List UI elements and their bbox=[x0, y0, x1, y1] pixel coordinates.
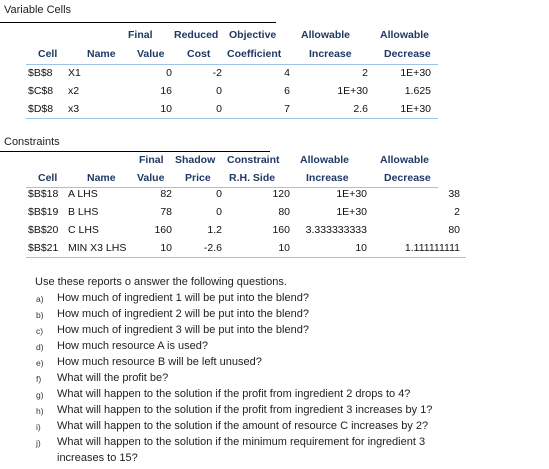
ct-name: C LHS bbox=[68, 224, 99, 236]
ct-shadow-price: 0 bbox=[216, 206, 222, 218]
question-text: What will the profit be? bbox=[57, 372, 169, 384]
question-text-continuation: increases to 15? bbox=[57, 452, 138, 464]
vc-header-reduced: Reduced bbox=[174, 29, 219, 41]
vc-header-objective: Objective bbox=[229, 29, 277, 41]
vc-header-allowable-inc: Allowable bbox=[301, 29, 351, 41]
question-label: j) bbox=[36, 438, 41, 448]
ct-header-shadow: Shadow bbox=[175, 154, 216, 166]
ct-cell: $B$21 bbox=[28, 242, 59, 254]
ct-rhs: 10 bbox=[278, 242, 290, 254]
ct-header-allowable-inc: Allowable bbox=[300, 154, 350, 166]
vc-header-coefficient: Coefficient bbox=[227, 48, 282, 60]
ct-allowable-dec: 2 bbox=[454, 206, 460, 218]
question-text: What will happen to the solution if the amount of resource C increases by 2? bbox=[57, 420, 429, 432]
vc-reduced-cost: 0 bbox=[216, 85, 222, 97]
ct-header-cell: Cell bbox=[38, 172, 58, 184]
question-label: a) bbox=[36, 294, 44, 304]
vc-header-cell: Cell bbox=[38, 48, 58, 60]
vc-allowable-inc: 1E+30 bbox=[337, 85, 368, 97]
ct-header-value: Value bbox=[137, 172, 165, 184]
question-text: How much of ingredient 1 will be put into the blend? bbox=[57, 292, 309, 304]
ct-cell: $B$19 bbox=[28, 206, 59, 218]
question-label: f) bbox=[36, 374, 42, 384]
ct-rhs: 160 bbox=[272, 224, 290, 236]
question-label: h) bbox=[36, 406, 44, 416]
ct-header-constraint: Constraint bbox=[227, 154, 280, 166]
ct-header-increase: Increase bbox=[306, 172, 349, 184]
vc-header-final: Final bbox=[128, 29, 153, 41]
vc-objective-coef: 4 bbox=[284, 67, 290, 79]
constraints-title: Constraints bbox=[4, 136, 60, 148]
ct-shadow-price: 1.2 bbox=[207, 224, 222, 236]
ct-cell: $B$20 bbox=[28, 224, 59, 236]
ct-cell: $B$18 bbox=[28, 188, 59, 200]
variable-cells-title-rule bbox=[0, 22, 276, 23]
vc-cell: $C$8 bbox=[28, 85, 54, 97]
question-text: What will happen to the solution if the profit from ingredient 3 increases by 1? bbox=[57, 404, 433, 416]
vc-header-cost: Cost bbox=[187, 48, 211, 60]
vc-allowable-dec: 1E+30 bbox=[400, 103, 431, 115]
vc-header-allowable-dec: Allowable bbox=[380, 29, 430, 41]
ct-shadow-price: 0 bbox=[216, 188, 222, 200]
ct-allowable-dec: 38 bbox=[448, 188, 460, 200]
vc-header-name: Name bbox=[87, 48, 116, 60]
question-text: What will happen to the solution if the minimum requirement for ingredient 3 bbox=[57, 436, 426, 448]
ct-allowable-inc: 1E+30 bbox=[336, 206, 367, 218]
ct-name: MIN X3 LHS bbox=[68, 242, 127, 254]
vc-final-value: 16 bbox=[160, 85, 172, 97]
questions-intro: Use these reports o answer the following questions. bbox=[35, 276, 287, 288]
question-label: g) bbox=[36, 390, 44, 400]
ct-allowable-inc: 1E+30 bbox=[336, 188, 367, 200]
question-text: How much of ingredient 2 will be put into the blend? bbox=[57, 308, 309, 320]
ct-allowable-dec: 80 bbox=[448, 224, 460, 236]
ct-header-decrease: Decrease bbox=[384, 172, 431, 184]
question-label: e) bbox=[36, 358, 44, 368]
ct-rhs: 120 bbox=[272, 188, 290, 200]
question-label: d) bbox=[36, 342, 44, 352]
ct-header-rhs: R.H. Side bbox=[229, 172, 276, 184]
vc-header-increase: Increase bbox=[309, 48, 352, 60]
ct-header-final: Final bbox=[139, 154, 164, 166]
vc-allowable-dec: 1E+30 bbox=[400, 67, 431, 79]
ct-header-price: Price bbox=[185, 172, 211, 184]
question-text: How much of ingredient 3 will be put into the blend? bbox=[57, 324, 309, 336]
question-text: What will happen to the solution if the profit from ingredient 2 drops to 4? bbox=[57, 388, 411, 400]
ct-final-value: 78 bbox=[160, 206, 172, 218]
variable-cells-title: Variable Cells bbox=[4, 4, 72, 16]
ct-header-name: Name bbox=[87, 172, 116, 184]
vc-name: x2 bbox=[68, 85, 80, 97]
ct-allowable-dec: 1.111111111 bbox=[404, 242, 460, 254]
ct-final-value: 82 bbox=[160, 188, 172, 200]
vc-reduced-cost: 0 bbox=[216, 103, 222, 115]
ct-final-value: 160 bbox=[154, 224, 172, 236]
question-text: How much resource A is used? bbox=[57, 340, 209, 352]
vc-name: x3 bbox=[68, 103, 80, 115]
vc-final-value: 0 bbox=[166, 67, 172, 79]
vc-header-decrease: Decrease bbox=[384, 48, 431, 60]
ct-name: B LHS bbox=[68, 206, 99, 218]
ct-rhs: 80 bbox=[278, 206, 290, 218]
ct-shadow-price: -2.6 bbox=[203, 242, 222, 254]
ct-allowable-inc: 3.333333333 bbox=[305, 224, 367, 236]
vc-reduced-cost: -2 bbox=[212, 67, 222, 79]
question-label: b) bbox=[36, 310, 44, 320]
ct-header-allowable-dec: Allowable bbox=[380, 154, 430, 166]
vc-allowable-inc: 2 bbox=[362, 67, 368, 79]
vc-final-value: 10 bbox=[160, 103, 172, 115]
vc-allowable-inc: 2.6 bbox=[353, 103, 368, 115]
question-text: How much resource B will be left unused? bbox=[57, 356, 262, 368]
constraints-title-rule bbox=[0, 151, 270, 152]
vc-objective-coef: 6 bbox=[284, 85, 290, 97]
vc-cell: $D$8 bbox=[28, 103, 54, 115]
vc-cell: $B$8 bbox=[28, 67, 53, 79]
vc-allowable-dec: 1.625 bbox=[404, 85, 431, 97]
ct-allowable-inc: 10 bbox=[355, 242, 367, 254]
vc-header-value: Value bbox=[137, 48, 165, 60]
vc-header-rule bbox=[26, 64, 438, 65]
ct-bottom-rule bbox=[26, 257, 466, 258]
ct-name: A LHS bbox=[68, 188, 98, 200]
question-label: i) bbox=[36, 422, 41, 432]
vc-objective-coef: 7 bbox=[284, 103, 290, 115]
vc-name: X1 bbox=[68, 67, 81, 79]
ct-final-value: 10 bbox=[160, 242, 172, 254]
question-label: c) bbox=[36, 326, 44, 336]
vc-bottom-rule bbox=[26, 118, 438, 119]
